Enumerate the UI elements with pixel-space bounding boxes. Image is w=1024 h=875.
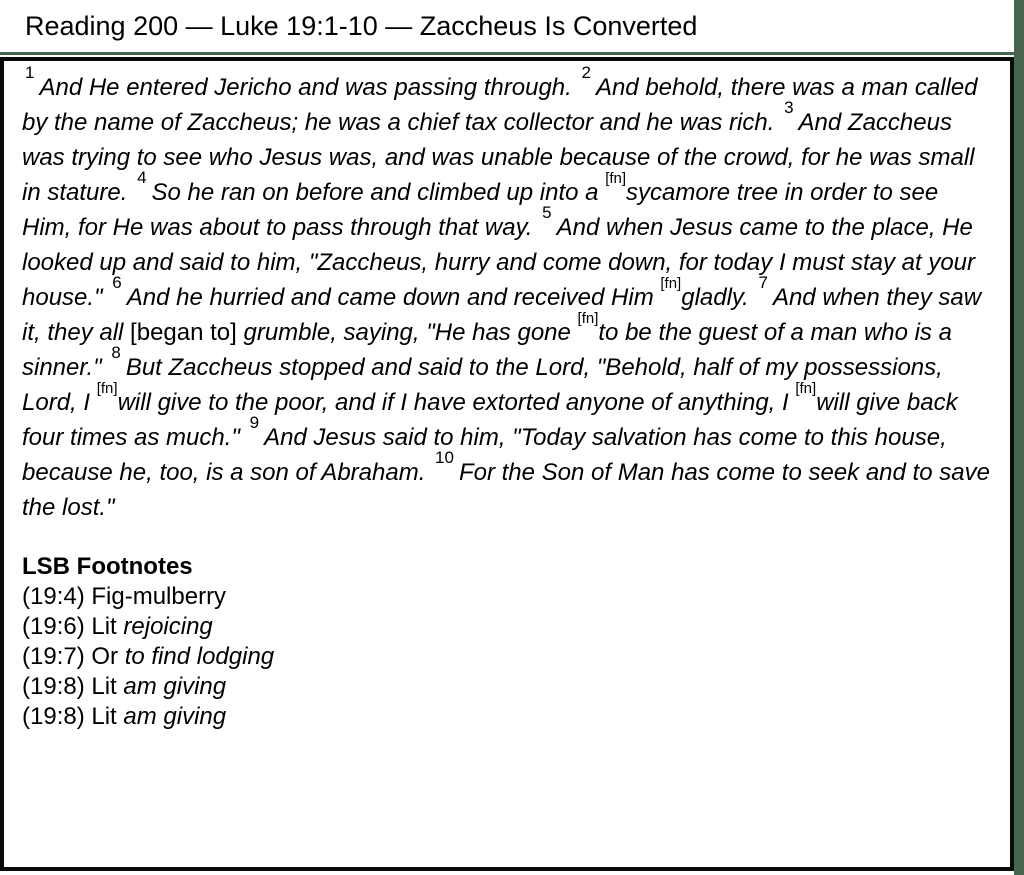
verse-text: to be the guest of a man who is a sinner." xyxy=(22,319,952,381)
footnote-marker: [fn] xyxy=(577,310,599,327)
footnote-text: Lit xyxy=(91,673,124,700)
footnote-item xyxy=(22,582,992,612)
footnotes-list xyxy=(22,582,992,732)
verse-text: But Zaccheus stopped and said to the Lord, "Behold, half of my possessions, Lord, I xyxy=(22,354,943,416)
verse-text: And when Jesus came to the place, He looked up and said to him, "Zaccheus, hurry and come down, for today I must stay at your house." xyxy=(22,214,976,311)
verse-number: 2 xyxy=(581,63,591,82)
footnote-ref: (19:4) xyxy=(22,583,92,610)
right-edge-accent-strip xyxy=(1014,0,1024,875)
verse-number: 6 xyxy=(112,273,122,292)
footnote-text: Lit xyxy=(91,613,124,640)
header-divider-rule xyxy=(0,52,1024,55)
verse-text: gladly. xyxy=(681,284,756,311)
reading-content-box xyxy=(0,57,1014,871)
footnote-item xyxy=(22,612,992,642)
footnote-item xyxy=(22,702,992,732)
footnote-ref: (19:8) xyxy=(22,673,92,700)
verse-number: 5 xyxy=(542,203,552,222)
footnote-item xyxy=(22,672,992,702)
page-title: Reading 200 — Luke 19:1-10 — Zaccheus Is Converted xyxy=(25,10,698,41)
verse-text: And Zaccheus was trying to see who Jesus was, and was unable because of the crowd, for he was small in stature. xyxy=(22,109,975,206)
footnotes-heading: LSB Footnotes xyxy=(22,553,193,580)
footnote-marker: [fn] xyxy=(605,170,627,187)
verse-text: And Jesus said to him, "Today salvation has come to this house, because he, too, is a son of Abraham. xyxy=(22,424,947,486)
footnote-italic-text: rejoicing xyxy=(123,613,213,640)
footnote-item xyxy=(22,642,992,672)
verse-number: 7 xyxy=(758,273,768,292)
footnote-marker: [fn] xyxy=(795,380,817,397)
verse-number: 10 xyxy=(435,448,454,467)
verse-number: 9 xyxy=(249,413,260,432)
footnote-ref: (19:6) xyxy=(22,613,92,640)
verse-number: 3 xyxy=(784,98,794,117)
bracketed-insertion: [began to] xyxy=(130,319,237,346)
verse-text: And when they saw it, they all xyxy=(22,284,982,346)
footnote-ref: (19:7) xyxy=(22,643,92,670)
footnote-italic-text: to find lodging xyxy=(124,643,275,670)
footnote-text: Or xyxy=(91,643,125,670)
verse-text: will give back four times as much." xyxy=(22,389,958,451)
footnotes-section xyxy=(22,552,992,732)
verse-number: 8 xyxy=(111,343,121,362)
verse-text: sycamore tree in order to see Him, for He was about to pass through that way. xyxy=(22,179,939,241)
verse-number: 1 xyxy=(25,63,35,82)
verse-text: And he hurried and came down and received Him xyxy=(126,284,661,311)
verse-text: grumble, saying, "He has gone xyxy=(236,319,578,346)
footnote-text: Lit xyxy=(91,703,124,730)
verse-text: And He entered Jericho and was passing through. xyxy=(39,74,579,101)
footnote-italic-text: am giving xyxy=(123,673,227,700)
footnote-marker: [fn] xyxy=(96,380,118,397)
passage-text xyxy=(22,63,992,525)
footnote-text: Fig-mulberry xyxy=(91,583,227,610)
verse-text: will give to the poor, and if I have extorted anyone of anything, I xyxy=(117,389,796,416)
verse-text: And behold, there was a man called by the name of Zaccheus; he was a chief tax collector and he was rich. xyxy=(22,74,978,136)
footnote-italic-text: am giving xyxy=(123,703,227,730)
footnote-ref: (19:8) xyxy=(22,703,92,730)
verse-text: So he ran on before and climbed up into a xyxy=(151,179,606,206)
verse-number: 4 xyxy=(137,168,147,187)
verse-text: For the Son of Man has come to seek and to save the lost." xyxy=(22,459,990,521)
footnote-marker: [fn] xyxy=(660,275,682,292)
